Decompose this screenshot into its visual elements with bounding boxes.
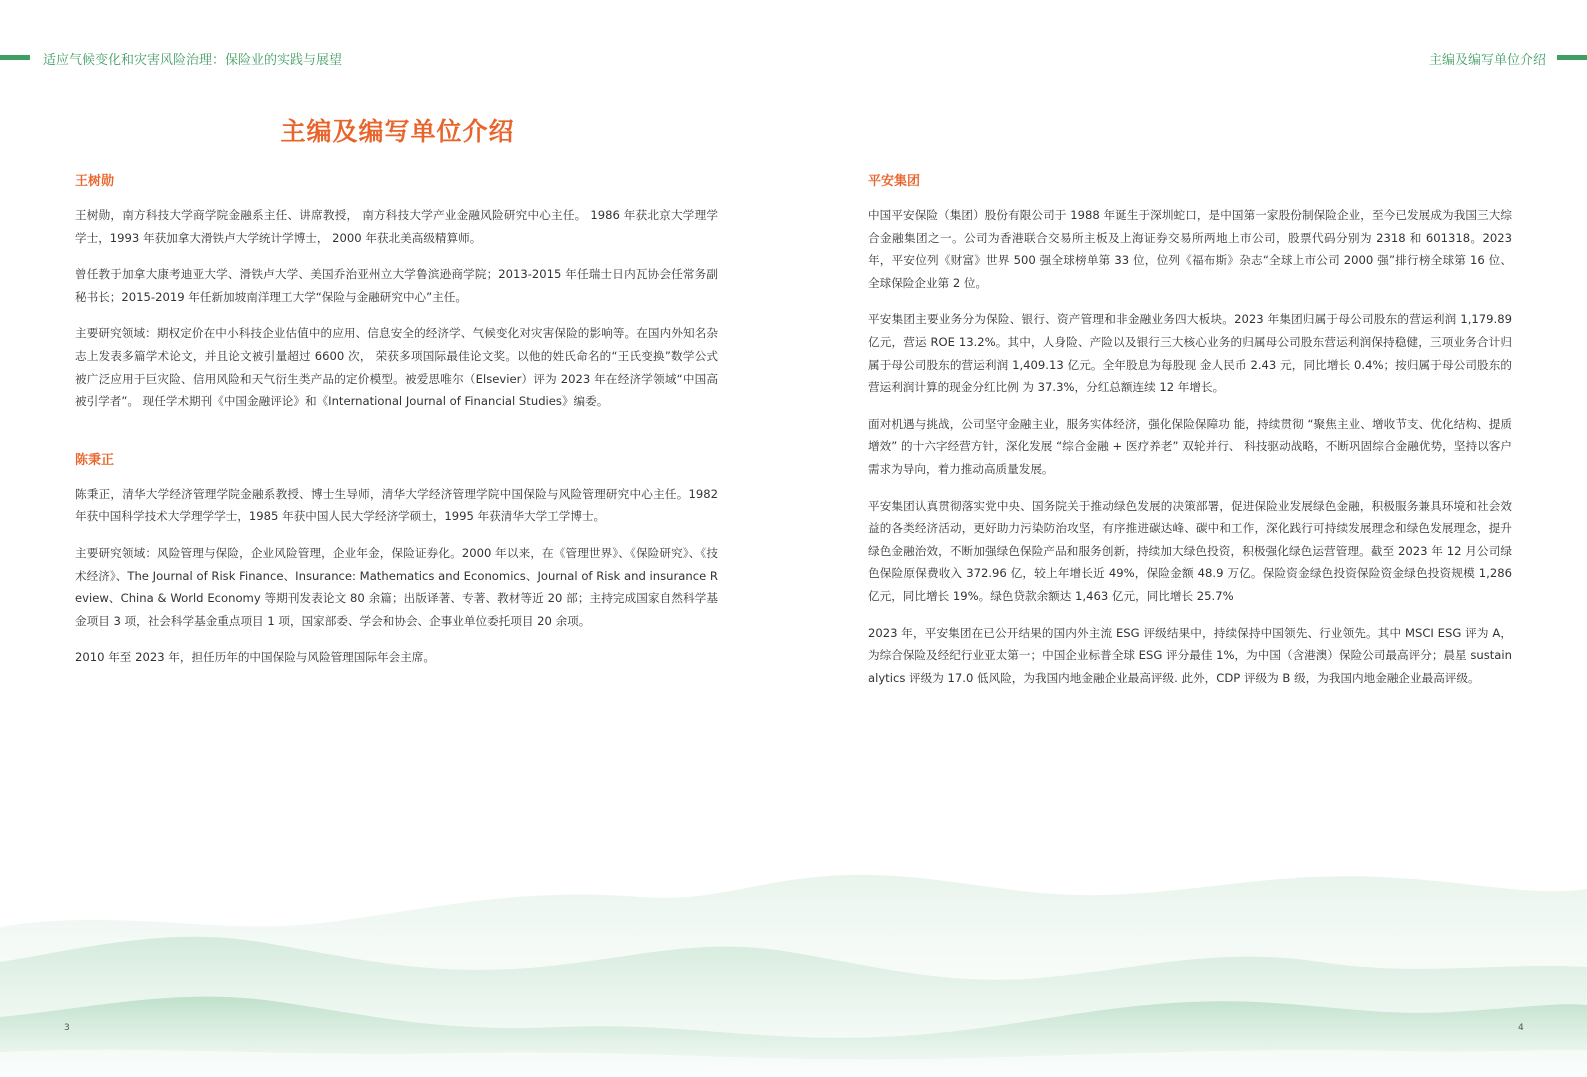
header-bar-right (1557, 55, 1587, 60)
left-column (75, 172, 718, 707)
paragraph: 主要研究领域：风险管理与保险，企业风险管理，企业年金，保险证券化。2000 年以来，在《管理世界》、《保险研究》、《技术经济》、The Journal of Risk Finance、Insurance: Mathematics and Economics、Journal of Risk and insurance Review、China & World Economy 等期刊发表论文 80 余篇；出版译著、专著、教材等近 20 部；主持完成国家自然科学基金项目 3 项，社会科学基金重点项目 1 项，国家部委、学会和协会、企事业单位委托项目 20 余项。 (75, 545, 718, 628)
section-ping-an-group (868, 172, 1512, 689)
paragraph: 2023 年，平安集团在已公开结果的国内外主流 ESG 评级结果中，持续保持中国领先、行业领先。其中 MSCI ESG 评为 A，为综合保险及经纪行业亚太第一；中国企业标普全球 ESG 评分最佳 1%，为中国（含港澳）保险公司最高评分；晨星 sustainalytics 评级为 17.0 低风险，为我国内地金融企业最高评级. 此外，CDP 评级为 B 级，为我国内地金融企业最高评级。 (868, 625, 1512, 685)
running-head-right: 主编及编写单位介绍 (1428, 53, 1546, 68)
paragraph: 中国平安保险（集团）股份有限公司于 1988 年诞生于深圳蛇口，是中国第一家股份制保险企业，至今已发展成为我国三大综合金融集团之一。公司为香港联合交易所主板及上海证券交易所两地上市公司，股票代码分别为 2318 和 601318。2023 年，平安位列《财富》世界 500 强全球榜单第 33 位，位列《福布斯》杂志“全球上市公司 2000 强”排行榜全球第 16 位、全球保险企业第 2 位。 (868, 208, 1512, 290)
paragraph: 面对机遇与挑战，公司坚守金融主业，服务实体经济，强化保险保障功 能，持续贯彻 “聚焦主业、增收节支、优化结构、提质增效” 的十六字经营方针，深化发展 “综合金融 + 医疗养老” 双轮并行、 科技驱动战略，不断巩固综合金融优势，坚持以客户需求为导向，着力推动高质量发展。 (868, 416, 1512, 476)
page-title: 主编及编写单位介绍 (280, 117, 515, 146)
running-head-left: 适应气候变化和灾害风险治理：保险业的实践与展望 (43, 53, 343, 68)
page-number-left: 3 (64, 1023, 70, 1033)
section-name: 陈秉正 (75, 452, 115, 468)
section-wang-shuxun (75, 172, 718, 413)
section-name: 王树勋 (75, 174, 115, 189)
header-bar-left (0, 55, 30, 60)
paragraph: 曾任教于加拿大康考迪亚大学、滑铁卢大学、美国乔治亚州立大学鲁滨逊商学院；2013-2015 年任瑞士日内瓦协会任常务副秘书长；2015-2019 年任新加坡南洋理工大学“保险与金融研究中心”主任。 (75, 267, 718, 304)
paragraph: 陈秉正，清华大学经济管理学院金融系教授、博士生导师，清华大学经济管理学院中国保险与风险管理研究中心主任。1982 年获中国科学技术大学理学学士，1985 年获中国人民大学经济学硕士，1995 年获清华大学工学博士。 (75, 486, 718, 524)
paragraph: 2010 年至 2023 年，担任历年的中国保险与风险管理国际年会主席。 (75, 650, 435, 665)
paragraph: 主要研究领域：期权定价在中小科技企业估值中的应用、信息安全的经济学、气候变化对灾害保险的影响等。在国内外知名杂志上发表多篇学术论文，并且论文被引量超过 6600 次， 荣获多项国际最佳论文奖。以他的姓氏命名的“王氏变换”数学公式被广泛应用于巨灾险、信用风险和天气衍生类产品的定价模型。被爱思唯尔（Elsevier）评为 2023 年在经济学领域“中国高被引学者”。 现任学术期刊《中国金融评论》和《International Journal of Financial Studies》编委。 (75, 326, 718, 409)
paragraph: 平安集团主要业务分为保险、银行、资产管理和非金融业务四大板块。2023 年集团归属于母公司股东的营运利润 1,179.89 亿元，营运 ROE 13.2%。其中，人身险、产险以及银行三大核心业务的归属母公司股东营运利润保持稳健，三项业务合计归属于母公司股东的营运利润 1,409.13 亿元。全年股息为每股现 金人民币 2.43 元，同比增长 0.4%；按归属于母公司股东的营运利润计算的现金分红比例 为 37.3%，分红总额连续 12 年增长。 (868, 312, 1512, 395)
mountain-landscape-decoration (0, 867, 1587, 1077)
section-chen-bingzheng (75, 451, 718, 669)
paragraph: 王树勋，南方科技大学商学院金融系主任、讲席教授， 南方科技大学产业金融风险研究中心主任。 1986 年获北京大学理学学士，1993 年获加拿大滑铁卢大学统计学博士， 2000 年获北美高级精算师。 (75, 208, 718, 245)
section-name: 平安集团 (868, 174, 921, 189)
paragraph: 平安集团认真贯彻落实党中央、国务院关于推动绿色发展的决策部署，促进保险业发展绿色金融，积极服务兼具环境和社会效益的各类经济活动，更好助力污染防治攻坚，有序推进碳达峰、碳中和工作，深化践行可持续发展理念和绿色发展理念，提升绿色金融治效，不断加强绿色保险产品和服务创新，持续加大绿色投资，积极强化绿色运营管理。截至 2023 年 12 月公司绿色保险原保费收入 372.96 亿，较上年增长近 49%，保险金额 48.9 万亿。保险资金绿色投资保险资金绿色投资规模 1,286 亿元，同比增长 19%。绿色贷款余额达 1,463 亿元，同比增长 25.7% (868, 498, 1512, 603)
page-number-right: 4 (1518, 1023, 1524, 1033)
right-column (868, 172, 1512, 727)
